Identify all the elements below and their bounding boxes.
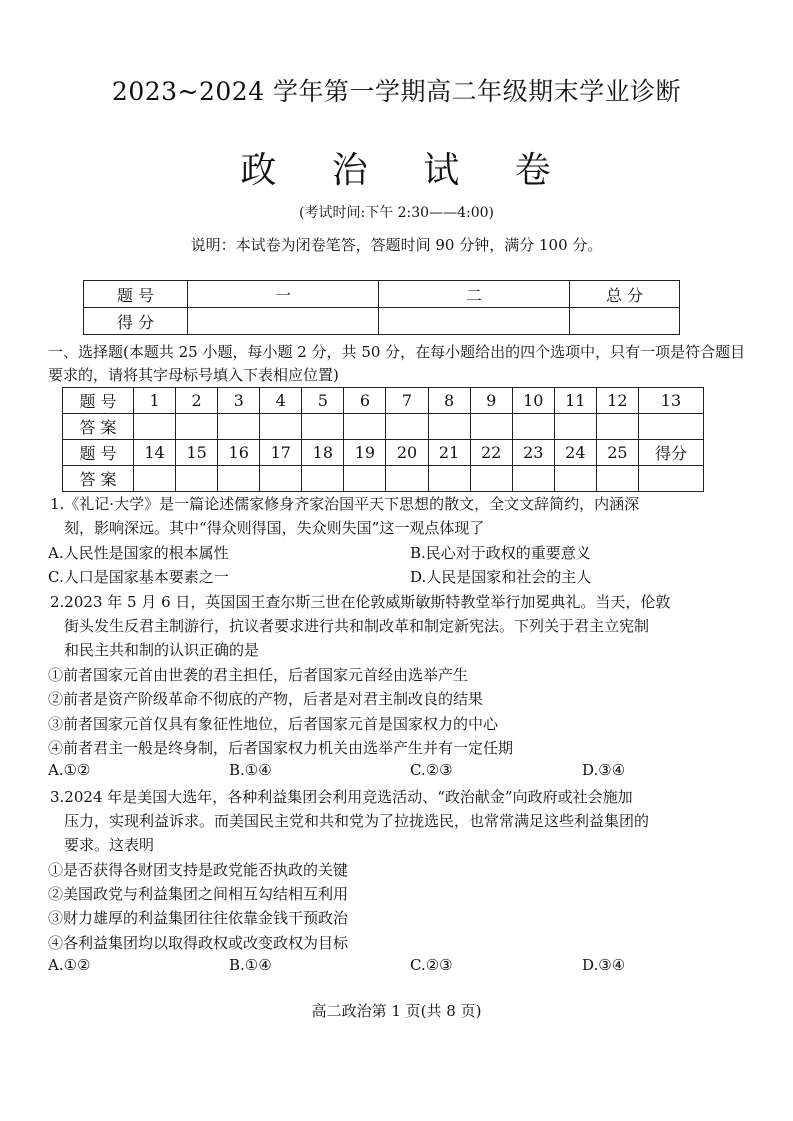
score-cell-2 [379,308,570,335]
score-table-col-1: 一 [188,281,379,308]
exam-title: 2023~2024 学年第一学期高二年级期末学业诊断 [111,77,682,106]
answer-table-number-cell: 22 [470,440,512,466]
answer-table-number-cell: 得分 [638,440,703,466]
question-2-option-a: A.①② [48,761,91,779]
answer-table-answer-cell [386,466,428,492]
answer-table-answer-cell [218,466,260,492]
answer-table-number-cell: 3 [218,388,260,414]
answer-table-number-cell: 6 [344,388,386,414]
answer-table-number-cell: 10 [512,388,554,414]
answer-table-answer-cell [470,466,512,492]
answer-table-answer-cell [218,414,260,440]
answer-table-number-cell: 24 [554,440,596,466]
answer-table-number-cell: 14 [134,440,176,466]
answer-table-number-cell: 9 [470,388,512,414]
section-one-intro: 一、选择题(本题共 25 小题，每小题 2 分，共 50 分，在每小题给出的四个选项中，只有一项是符合题目要求的，请将其字母标号填入下表相应位置) [48,343,746,384]
answer-table-answer-cell [596,414,638,440]
answer-table-number-cell: 12 [596,388,638,414]
question-2-line-3: 和民主共和制的认识正确的是 [64,641,260,659]
answer-table-answer-cell [344,414,386,440]
page-footer: 高二政治第 1 页(共 8 页) [311,1002,482,1020]
question-2-line-1: 2.2023 年 5 月 6 日，英国国王查尔斯三世在伦敦威斯敏斯特教堂举行加冕典礼。当天，伦敦 [50,593,671,611]
question-3-statement-4: ④各利益集团均以取得政权或改变政权为目标 [48,934,349,952]
question-3-option-c: C.②③ [410,956,453,974]
question-1-line-1: 1.《礼记·大学》是一篇论述儒家修身齐家治国平天下思想的散文，全文文辞简约，内涵深 [50,495,640,513]
score-table-col-2: 二 [379,281,570,308]
answer-table-answer-cell [386,414,428,440]
question-3-option-b: B.①④ [229,956,272,974]
question-1-line-2: 刻，影响深远。其中“得众则得国，失众则失国”这一观点体现了 [64,519,485,537]
answer-table-number-cell: 25 [596,440,638,466]
answer-table-number-cell: 7 [386,388,428,414]
score-table-col-total: 总 分 [570,281,680,308]
answer-table-number-cell: 20 [386,440,428,466]
question-1-option-c: C.人口是国家基本要素之一 [48,568,229,586]
answer-table-answer-cell [134,414,176,440]
question-1-option-d: D.人民是国家和社会的主人 [410,568,592,586]
answer-table-label-number: 题 号 [63,440,134,466]
answer-table-answer-cell [344,466,386,492]
answer-table-number-cell: 8 [428,388,470,414]
question-3-statement-3: ③财力雄厚的利益集团往往依靠金钱干预政治 [48,909,349,927]
score-table-label-number: 题 号 [84,281,188,308]
answer-table-answer-cell [596,466,638,492]
answer-table-number-cell: 19 [344,440,386,466]
question-2-option-d: D.③④ [582,761,626,779]
answer-table-answer-cell [134,466,176,492]
question-3-line-1: 3.2024 年是美国大选年，各种利益集团会利用竞选活动、“政治献金”向政府或社会施加 [50,788,633,806]
question-2-statement-3: ③前者国家元首仅具有象征性地位，后者国家元首是国家权力的中心 [48,715,499,733]
answer-table-number-cell: 23 [512,440,554,466]
answer-table-number-cell: 17 [260,440,302,466]
question-2-option-c: C.②③ [410,761,453,779]
question-2-line-2: 街头发生反君主制游行，抗议者要求进行共和制改革和制定新宪法。下列关于君主立宪制 [64,617,650,635]
answer-table-answer-cell [554,466,596,492]
answer-table-answer-cell [638,466,703,492]
question-3-statement-1: ①是否获得各财团支持是政党能否执政的关键 [48,861,349,879]
question-2-option-b: B.①④ [229,761,272,779]
subject-title: 政 治 试 卷 [240,150,573,191]
answer-table-label-number: 题 号 [63,388,134,414]
question-3-option-a: A.①② [48,956,91,974]
answer-table-answer-cell [302,414,344,440]
question-1-option-b: B.民心对于政权的重要意义 [410,544,591,562]
question-1-option-a: A.人民性是国家的根本属性 [48,544,229,562]
question-3-line-3: 要求。这表明 [64,836,155,854]
instructions: 说明：本试卷为闭卷笔答，答题时间 90 分钟，满分 100 分。 [190,236,603,254]
answer-table-number-cell: 2 [176,388,218,414]
answer-table-answer-cell [512,466,554,492]
answer-table-answer-cell [638,414,703,440]
answer-table-label-answer: 答 案 [63,466,134,492]
exam-time: (考试时间:下午 2:30——4:00) [299,205,494,221]
answer-table-number-cell: 5 [302,388,344,414]
score-cell-1 [188,308,379,335]
answer-table-answer-cell [428,466,470,492]
question-2-statement-4: ④前者君主一般是终身制，后者国家权力机关由选举产生并有一定任期 [48,739,514,757]
answer-table [62,387,704,492]
question-2-statement-2: ②前者是资产阶级革命不彻底的产物，后者是对君主制改良的结果 [48,690,484,708]
answer-table-answer-cell [260,414,302,440]
question-3-statement-2: ②美国政党与利益集团之间相互勾结相互利用 [48,885,349,903]
answer-table-number-cell: 15 [176,440,218,466]
answer-table-number-cell: 13 [638,388,703,414]
answer-table-number-cell: 21 [428,440,470,466]
answer-table-answer-cell [470,414,512,440]
answer-table-answer-cell [512,414,554,440]
answer-table-answer-cell [176,466,218,492]
answer-table-number-cell: 11 [554,388,596,414]
answer-table-number-cell: 1 [134,388,176,414]
answer-table-answer-cell [554,414,596,440]
answer-table-answer-cell [302,466,344,492]
score-table-label-score: 得 分 [84,308,188,335]
answer-table-answer-cell [428,414,470,440]
answer-table-answer-cell [260,466,302,492]
answer-table-number-cell: 18 [302,440,344,466]
answer-table-label-answer: 答 案 [63,414,134,440]
question-3-option-d: D.③④ [582,956,626,974]
question-3-line-2: 压力，实现利益诉求。而美国民主党和共和党为了拉拢选民，也常常满足这些利益集团的 [64,812,650,830]
answer-table-answer-cell [176,414,218,440]
answer-table-number-cell: 16 [218,440,260,466]
answer-table-number-cell: 4 [260,388,302,414]
score-cell-total [570,308,680,335]
score-table [83,280,680,335]
question-2-statement-1: ①前者国家元首由世袭的君主担任，后者国家元首经由选举产生 [48,666,469,684]
